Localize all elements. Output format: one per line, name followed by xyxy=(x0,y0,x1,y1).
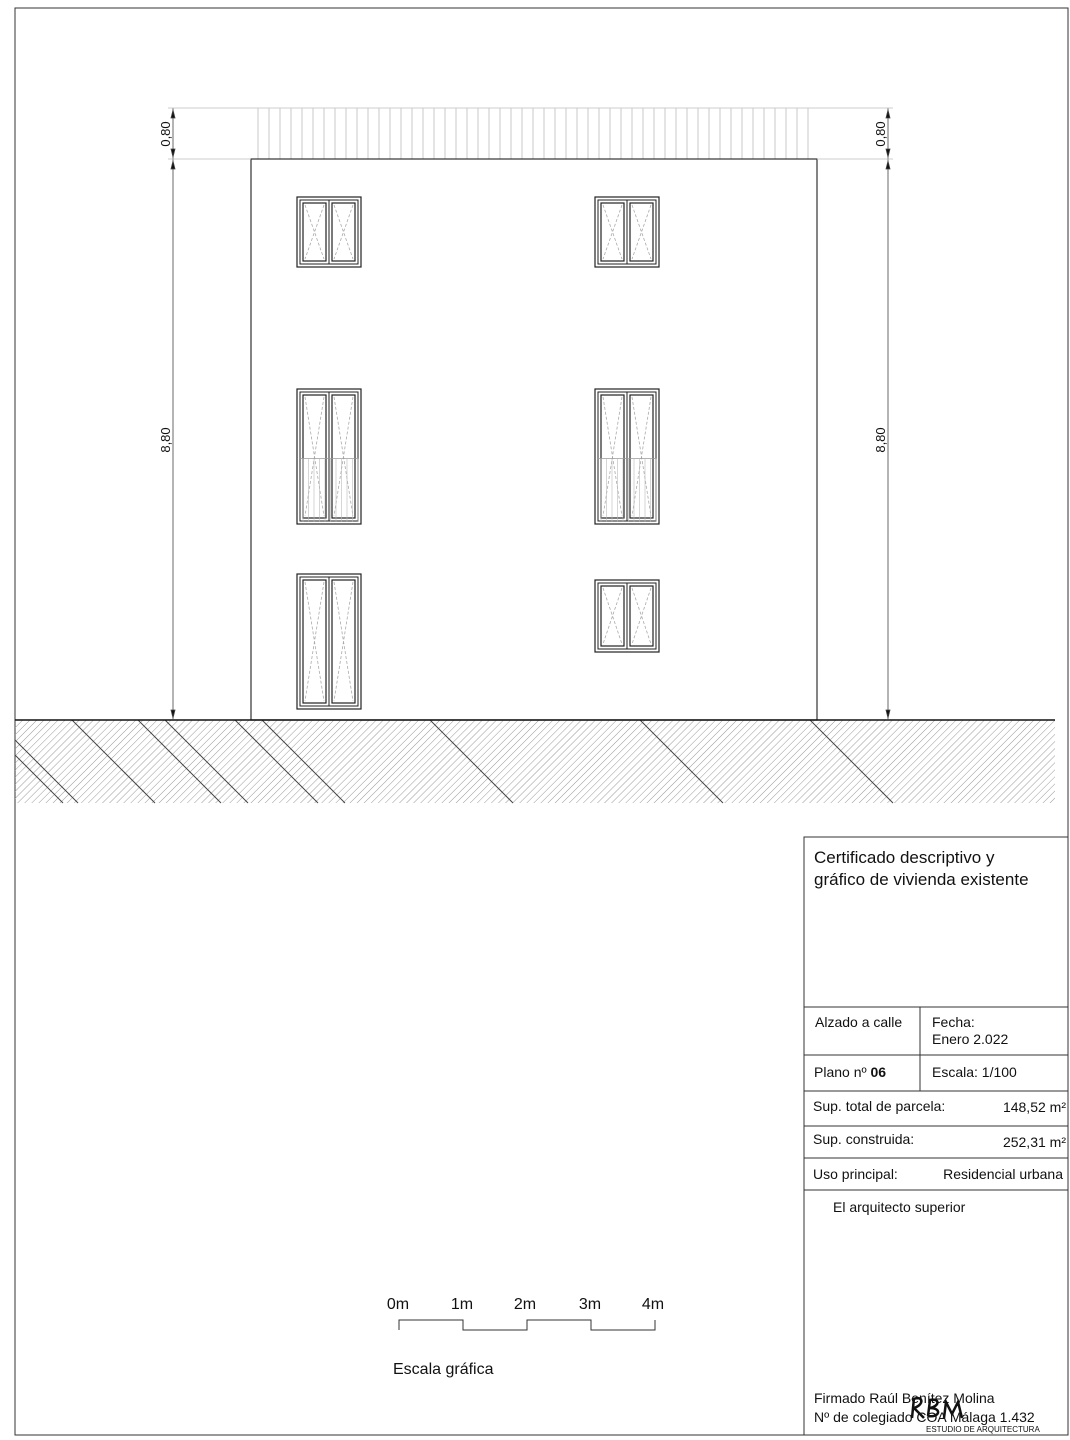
dimension-label-height-right: 8,80 xyxy=(873,427,888,453)
plot-area-label: Sup. total de parcela: xyxy=(813,1098,946,1114)
plot-area-value: 148,52 m² xyxy=(1002,1099,1066,1115)
signed-by: Firmado Raúl Benítez Molina xyxy=(814,1390,995,1406)
use-value: Residencial urbana xyxy=(943,1166,1063,1182)
balcony-door-middle-left xyxy=(297,389,361,524)
dimension-left xyxy=(168,108,251,720)
window-top-right xyxy=(595,197,659,267)
balcony-door-middle-right xyxy=(595,389,659,524)
scale-value: Escala: 1/100 xyxy=(932,1064,1017,1080)
dimension-label-height-left: 8,80 xyxy=(158,427,173,453)
scale-tick-1: 1m xyxy=(450,1296,474,1313)
dimension-label-parapet-left: 0,80 xyxy=(158,121,173,147)
window-top-left xyxy=(297,197,361,267)
scale-tick-0: 0m xyxy=(386,1296,410,1313)
title-line-1: Certificado descriptivo y xyxy=(814,848,995,867)
ground-hatch xyxy=(15,720,1055,803)
title-line-2: gráfico de vivienda existente xyxy=(814,870,1029,889)
scale-bar xyxy=(387,1296,664,1378)
scale-tick-3: 3m xyxy=(578,1296,602,1313)
scale-tick-2: 2m xyxy=(513,1296,537,1313)
registration-number: Nº de colegiado COA Málaga 1.432 xyxy=(814,1409,1035,1425)
plan-label: Plano nº xyxy=(814,1064,867,1080)
scale-tick-4: 4m xyxy=(641,1296,665,1313)
parapet xyxy=(251,108,817,159)
door-bottom-left xyxy=(297,574,361,709)
plan-number-line xyxy=(814,1064,886,1080)
view-name: Alzado a calle xyxy=(815,1014,903,1030)
logo-subtext: ESTUDIO DE ARQUITECTURA xyxy=(926,1425,1040,1434)
use-label: Uso principal: xyxy=(813,1166,898,1182)
architect-heading: El arquitecto superior xyxy=(833,1199,966,1215)
date-label: Fecha: xyxy=(932,1014,975,1030)
built-area-value: 252,31 m² xyxy=(1002,1134,1066,1150)
built-area-label: Sup. construida: xyxy=(813,1131,915,1147)
date-value: Enero 2.022 xyxy=(932,1031,1009,1047)
plan-number: 06 xyxy=(870,1064,887,1080)
dimension-label-parapet-right: 0,80 xyxy=(873,121,888,147)
scale-caption: Escala gráfica xyxy=(393,1361,494,1378)
dimension-right xyxy=(817,108,893,720)
window-bottom-right xyxy=(595,580,659,652)
